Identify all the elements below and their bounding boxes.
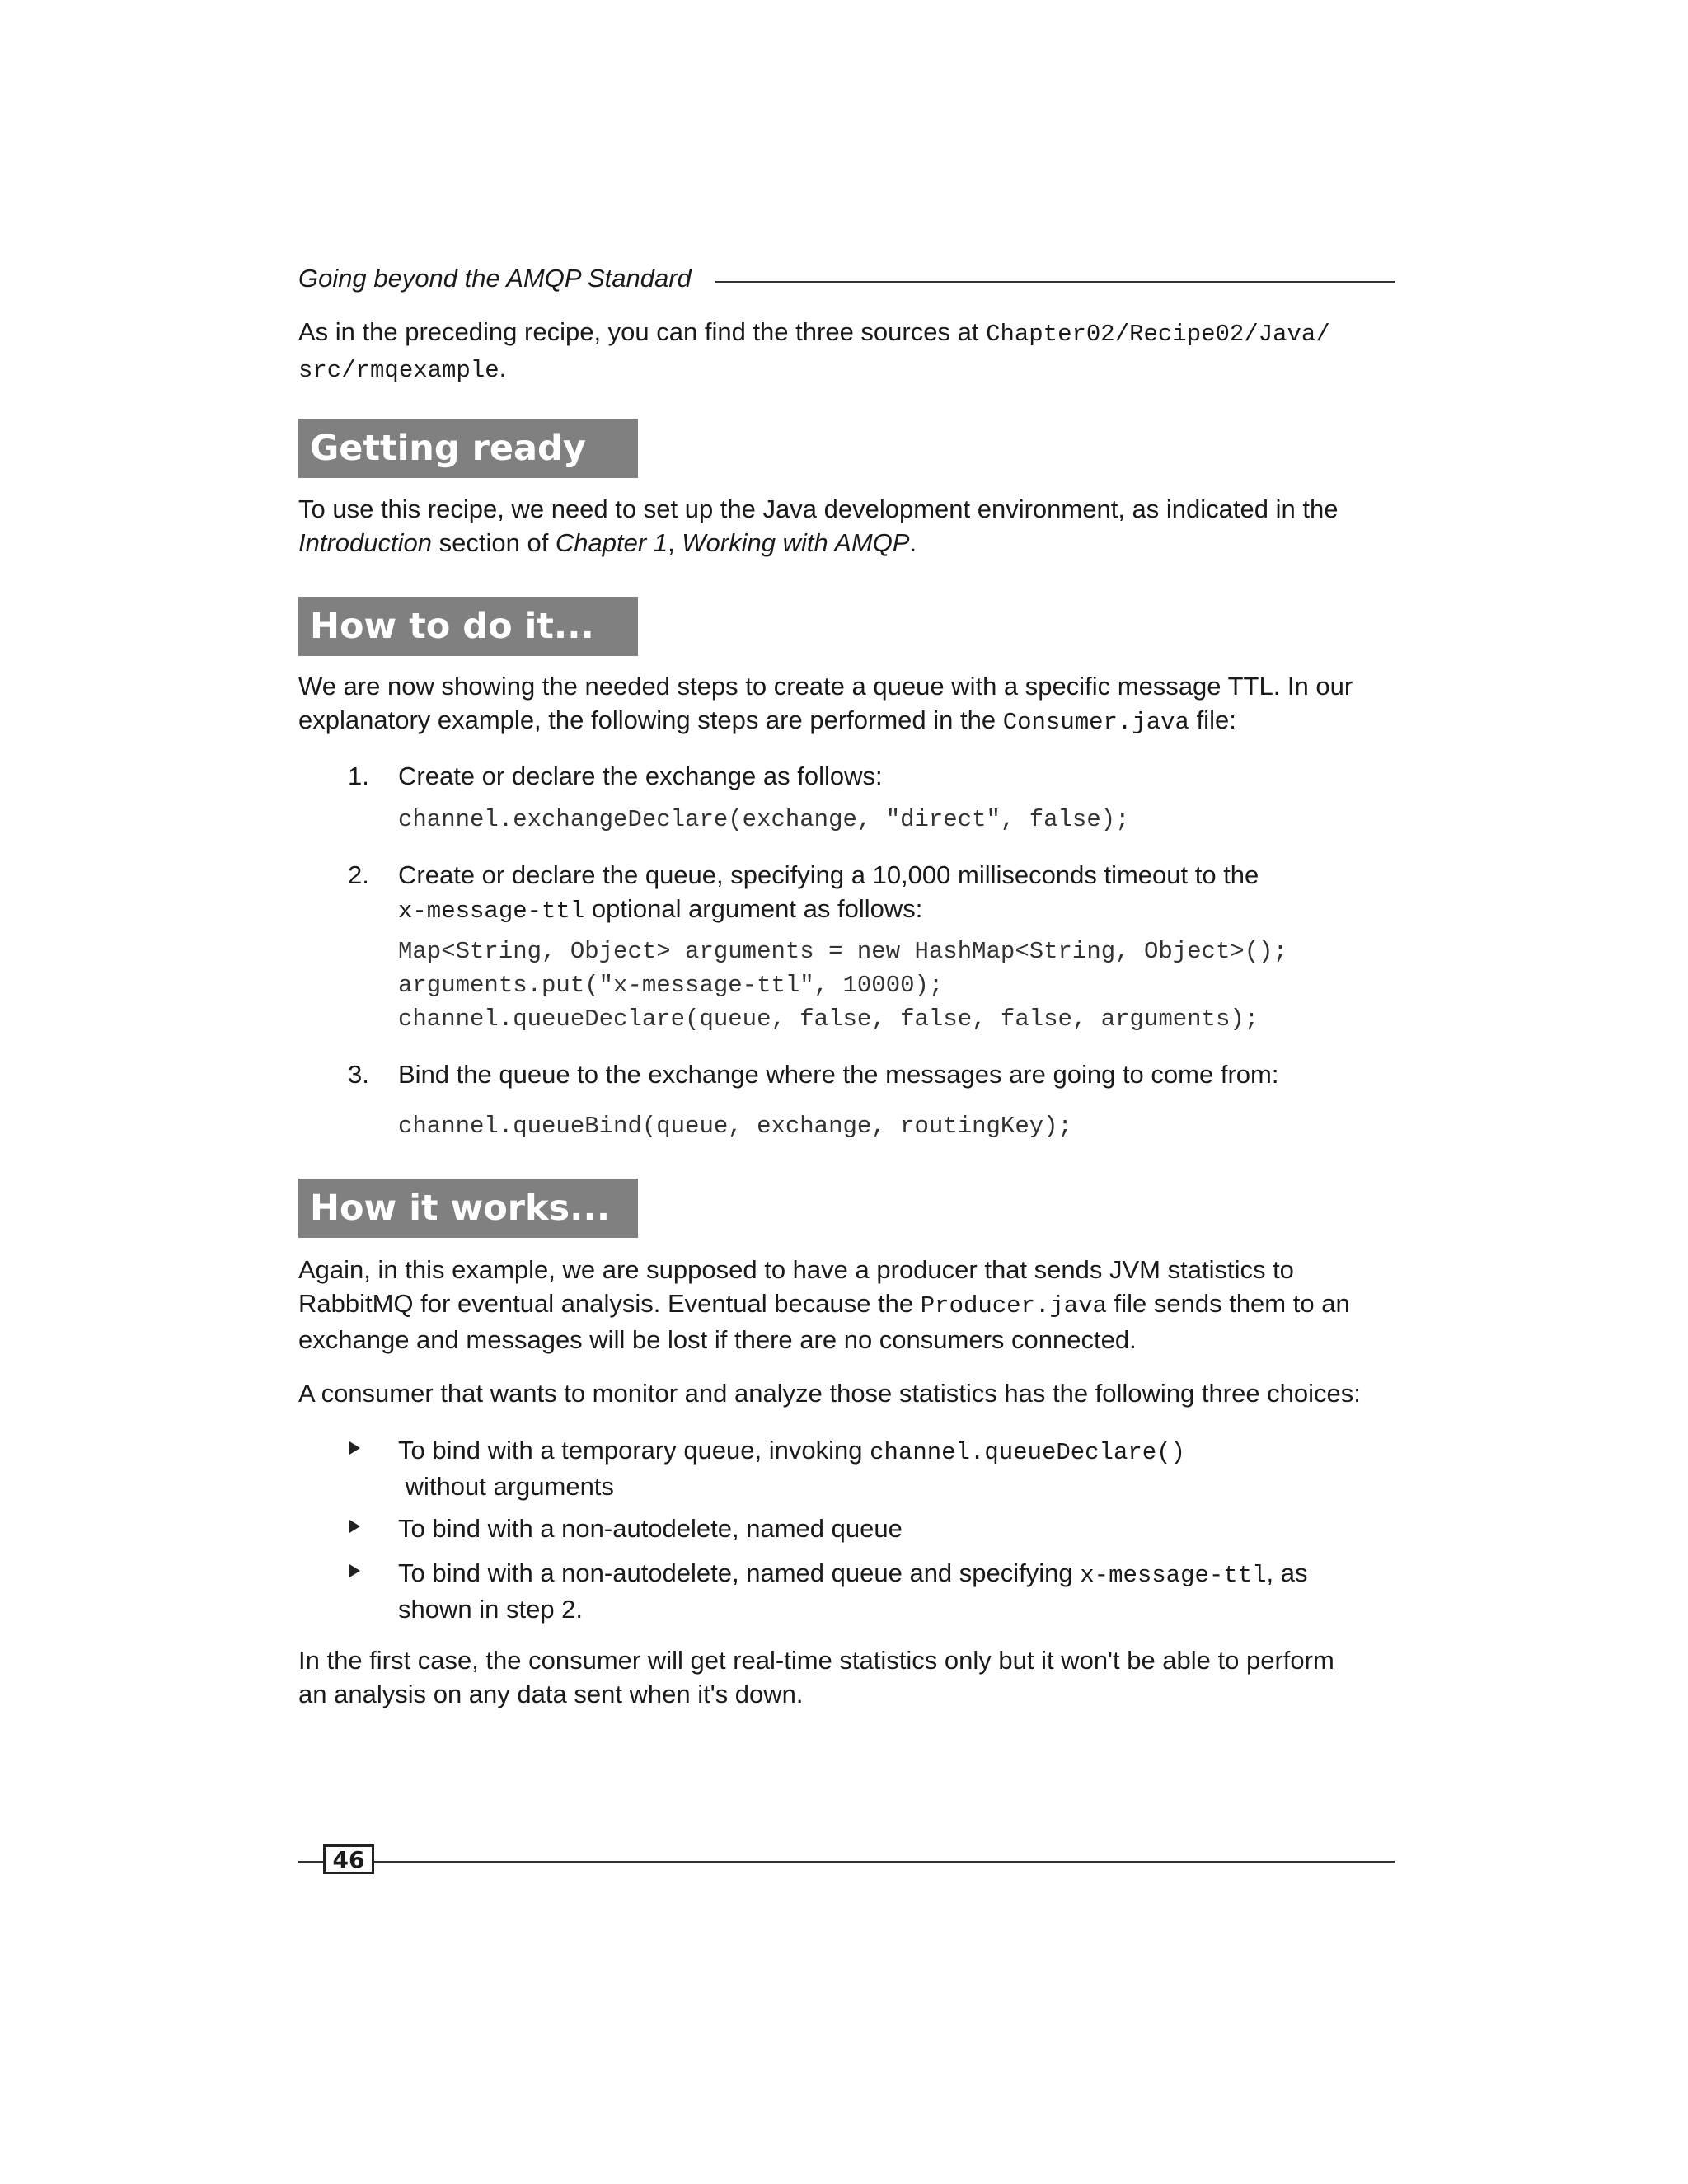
getting-ready-text-2: section of bbox=[432, 528, 556, 557]
step-number: 1. bbox=[348, 762, 369, 790]
section-heading-how-to: How to do it... bbox=[298, 597, 638, 656]
getting-ready-comma: , bbox=[668, 528, 682, 557]
how-works-text-3: file sends them to an bbox=[1107, 1289, 1350, 1318]
step-2-text: Create or declare the queue, specifying a 10,000 milliseconds timeout to the bbox=[398, 860, 1259, 889]
how-works-text-7: an analysis on any data sent when it's down. bbox=[298, 1680, 804, 1708]
how-works-text-5: A consumer that wants to monitor and analyze those statistics has the following three choices: bbox=[298, 1379, 1361, 1408]
step-text: Create or declare the exchange as follows: bbox=[398, 762, 883, 790]
getting-ready-paragraph bbox=[298, 492, 1395, 560]
bullet-arrow-icon bbox=[349, 1564, 360, 1577]
code-exchange-declare: channel.exchangeDeclare(exchange, "direct", false); bbox=[398, 806, 1130, 833]
how-works-paragraph-1 bbox=[298, 1253, 1395, 1357]
intro-path-line2: src/rmqexample bbox=[298, 357, 499, 384]
running-title: Going beyond the AMQP Standard bbox=[298, 264, 692, 293]
step-number: 2. bbox=[348, 860, 369, 889]
how-works-text-4: exchange and messages will be lost if there are no consumers connected. bbox=[298, 1325, 1137, 1354]
how-works-text-1: Again, in this example, we are supposed to have a producer that sends JVM statistics to bbox=[298, 1255, 1294, 1284]
step-text: Bind the queue to the exchange where the messages are going to come from: bbox=[398, 1060, 1279, 1089]
how-works-text-2: RabbitMQ for eventual analysis. Eventual because the bbox=[298, 1289, 921, 1318]
bullet-1-text-after: without arguments bbox=[405, 1472, 614, 1501]
intro-text: As in the preceding recipe, you can find the three sources at bbox=[298, 317, 987, 346]
chapter-title-ref: Working with AMQP bbox=[682, 528, 910, 557]
running-header bbox=[298, 262, 1395, 295]
header-rule bbox=[715, 281, 1395, 283]
bullet-text bbox=[398, 1556, 1346, 1626]
bullet-arrow-icon bbox=[349, 1441, 360, 1455]
x-message-ttl-code: x-message-ttl bbox=[1080, 1562, 1267, 1589]
code-arguments-put: arguments.put("x-message-ttl", 10000); bbox=[398, 972, 944, 999]
section-heading-how-it-works: How it works... bbox=[298, 1179, 638, 1238]
code-map-arguments: Map<String, Object> arguments = new HashMap<String, Object>(); bbox=[398, 938, 1287, 965]
bullet-1-text: To bind with a temporary queue, invoking bbox=[398, 1436, 870, 1465]
how-works-paragraph-3 bbox=[298, 1643, 1395, 1711]
step-number: 3. bbox=[348, 1060, 369, 1089]
bullet-3-text-line2: shown in step 2. bbox=[398, 1595, 584, 1624]
how-to-text: We are now showing the needed steps to create a queue with a specific message TTL. In our bbox=[298, 672, 1353, 701]
intro-paragraph bbox=[298, 315, 1395, 387]
code-queue-bind: channel.queueBind(queue, exchange, routingKey); bbox=[398, 1113, 1072, 1140]
queue-declare-code: channel.queueDeclare() bbox=[870, 1439, 1185, 1466]
step-2-text-after: optional argument as follows: bbox=[584, 894, 923, 923]
intro-path-line1: Chapter02/Recipe02/Java/ bbox=[986, 321, 1330, 348]
introduction-ref: Introduction bbox=[298, 528, 432, 557]
bullet-3-text-after: , as bbox=[1266, 1558, 1308, 1587]
bullet-3-text: To bind with a non-autodelete, named queue and specifying bbox=[398, 1558, 1081, 1587]
consumer-java-code: Consumer.java bbox=[1002, 709, 1189, 736]
getting-ready-period: . bbox=[909, 528, 917, 557]
producer-java-code: Producer.java bbox=[920, 1292, 1108, 1319]
section-heading-getting-ready: Getting ready bbox=[298, 419, 638, 478]
how-to-text-3: file: bbox=[1189, 705, 1236, 734]
how-to-paragraph bbox=[298, 669, 1395, 739]
bullet-text: To bind with a non-autodelete, named queue bbox=[398, 1514, 903, 1543]
page-footer bbox=[298, 1844, 1395, 1877]
x-message-ttl-code: x-message-ttl bbox=[398, 898, 585, 925]
how-works-text-6: In the first case, the consumer will get real-time statistics only but it won't be able to perform bbox=[298, 1646, 1334, 1675]
bullet-text bbox=[398, 1433, 1346, 1503]
step-text bbox=[398, 858, 1395, 928]
bullet-arrow-icon bbox=[349, 1520, 360, 1533]
chapter-ref: Chapter 1 bbox=[555, 528, 668, 557]
getting-ready-text: To use this recipe, we need to set up the Java development environment, as indicated in the bbox=[298, 494, 1339, 523]
footer-rule-right bbox=[374, 1861, 1395, 1863]
code-queue-declare: channel.queueDeclare(queue, false, false, false, arguments); bbox=[398, 1005, 1259, 1033]
footer-rule-left bbox=[298, 1861, 323, 1863]
intro-period: . bbox=[499, 354, 507, 382]
how-works-paragraph-2 bbox=[298, 1376, 1395, 1410]
how-to-text-2: explanatory example, the following steps are performed in the bbox=[298, 705, 1003, 734]
page-number: 46 bbox=[323, 1844, 374, 1874]
